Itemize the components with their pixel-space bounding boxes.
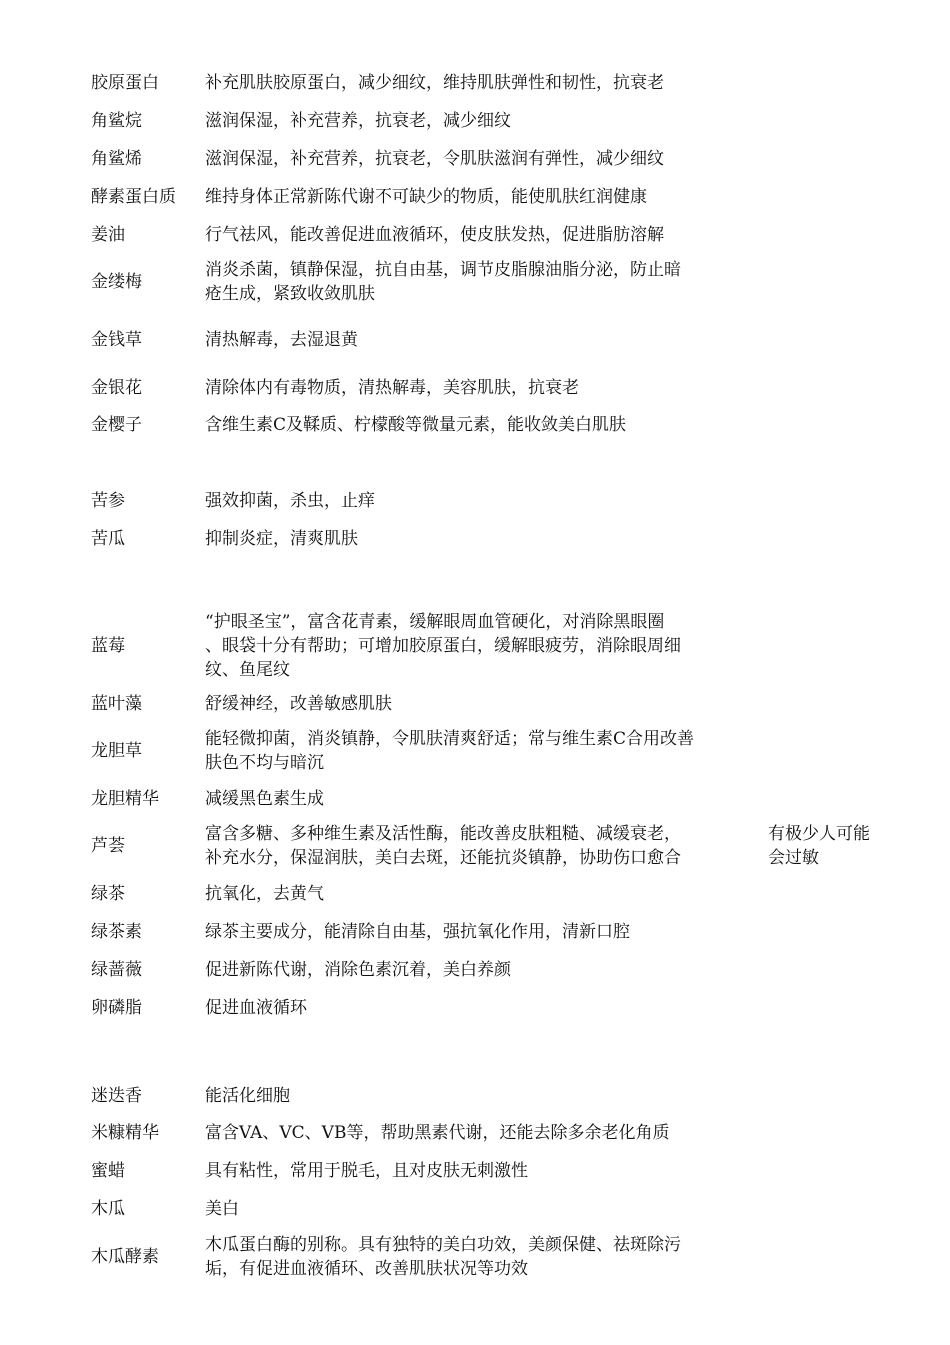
ingredient-row	[0, 1197, 950, 1221]
description-line: 滋润保湿，补充营养，抗衰老，减少细纹	[205, 111, 511, 131]
description-line: 消炎杀菌，镇静保湿，抗自由基，调节皮脂腺油脂分泌，防止暗	[205, 260, 681, 280]
ingredient-description	[205, 1084, 765, 1108]
ingredient-row	[0, 1159, 950, 1183]
ingredient-row	[0, 1121, 950, 1145]
ingredient-description	[205, 527, 765, 551]
ingredient-description	[205, 727, 765, 775]
ingredient-row	[0, 1233, 950, 1281]
description-line: 含维生素C及鞣质、柠檬酸等微量元素，能收敛美白肌肤	[205, 415, 627, 435]
ingredient-description	[205, 147, 765, 171]
ingredient-description	[205, 822, 765, 870]
ingredient-row	[0, 185, 950, 209]
ingredient-name: 金樱子	[91, 415, 142, 435]
ingredient-row	[0, 692, 950, 716]
ingredient-row	[0, 223, 950, 247]
ingredient-description	[205, 71, 765, 95]
ingredient-name: 金缕梅	[91, 272, 142, 292]
ingredient-description	[205, 882, 765, 906]
ingredient-description	[205, 958, 765, 982]
ingredient-row	[0, 958, 950, 982]
ingredient-row	[0, 376, 950, 400]
description-line: 抗氧化，去黄气	[205, 884, 324, 904]
ingredient-name: 绿茶	[91, 884, 125, 904]
ingredient-note	[768, 822, 928, 870]
ingredient-name: 龙胆草	[91, 741, 142, 761]
description-line: 促进血液循环	[205, 998, 307, 1018]
description-line: 具有粘性，常用于脱毛，且对皮肤无刺激性	[205, 1161, 528, 1181]
ingredient-name: 木瓜	[91, 1199, 125, 1219]
description-line: 木瓜蛋白酶的别称。具有独特的美白功效，美颜保健、祛斑除污	[205, 1235, 681, 1255]
ingredient-description	[205, 376, 765, 400]
ingredient-row	[0, 610, 950, 682]
description-line: 舒缓神经，改善敏感肌肤	[205, 694, 392, 714]
ingredient-name: 蓝莓	[91, 636, 125, 656]
ingredient-row	[0, 882, 950, 906]
ingredient-row	[0, 489, 950, 513]
ingredient-row	[0, 822, 950, 870]
description-line: 能轻微抑菌，消炎镇静，令肌肤清爽舒适；常与维生素C合用改善	[205, 729, 695, 749]
ingredient-description	[205, 223, 765, 247]
ingredient-description	[205, 489, 765, 513]
ingredient-name: 金银花	[91, 378, 142, 398]
description-line: 行气祛风，能改善促进血液循环，使皮肤发热，促进脂肪溶解	[205, 225, 664, 245]
ingredient-description	[205, 692, 765, 716]
description-line: 富含VA、VC、VB等，帮助黑素代谢，还能去除多余老化角质	[205, 1123, 670, 1143]
ingredient-description	[205, 1233, 765, 1281]
ingredient-name: 苦参	[91, 491, 125, 511]
ingredient-name: 角鲨烷	[91, 111, 142, 131]
ingredient-name: 蓝叶藻	[91, 694, 142, 714]
ingredient-description	[205, 109, 765, 133]
description-line: 清除体内有毒物质，清热解毒，美容肌肤，抗衰老	[205, 378, 579, 398]
ingredient-description	[205, 413, 765, 437]
ingredient-name: 芦荟	[91, 836, 125, 856]
ingredient-name: 苦瓜	[91, 529, 125, 549]
ingredient-row	[0, 996, 950, 1020]
description-line: 疮生成，紧致收敛肌肤	[205, 284, 375, 304]
ingredient-row	[0, 413, 950, 437]
description-line: 绿茶主要成分，能清除自由基，强抗氧化作用，清新口腔	[205, 922, 630, 942]
ingredient-name: 木瓜酵素	[91, 1247, 159, 1267]
ingredient-row	[0, 1084, 950, 1108]
description-line: 清热解毒，去湿退黄	[205, 330, 358, 350]
ingredient-description	[205, 920, 765, 944]
description-line: 垢，有促进血液循环、改善肌肤状况等功效	[205, 1259, 528, 1279]
description-line: 抑制炎症，清爽肌肤	[205, 529, 358, 549]
description-line: 富含多糖、多种维生素及活性酶，能改善皮肤粗糙、减缓衰老，	[205, 824, 681, 844]
ingredient-description	[205, 328, 765, 352]
ingredient-row	[0, 258, 950, 306]
ingredient-name: 卵磷脂	[91, 998, 142, 1018]
ingredient-name: 酵素蛋白质	[91, 187, 176, 207]
ingredient-name: 迷迭香	[91, 1086, 142, 1106]
ingredient-name: 绿蔷薇	[91, 960, 142, 980]
ingredient-name: 角鲨烯	[91, 149, 142, 169]
description-line: 维持身体正常新陈代谢不可缺少的物质，能使肌肤红润健康	[205, 187, 647, 207]
ingredient-row	[0, 328, 950, 352]
ingredient-description	[205, 1121, 765, 1145]
ingredient-row	[0, 920, 950, 944]
ingredient-name: 姜油	[91, 225, 125, 245]
description-line: 能活化细胞	[205, 1086, 290, 1106]
ingredient-description	[205, 610, 765, 682]
ingredient-description	[205, 185, 765, 209]
ingredient-row	[0, 727, 950, 775]
ingredient-name: 龙胆精华	[91, 789, 159, 809]
note-line: 会过敏	[768, 848, 819, 868]
ingredient-name: 米糠精华	[91, 1123, 159, 1143]
description-line: 美白	[205, 1199, 239, 1219]
ingredient-description	[205, 996, 765, 1020]
description-line: 补充肌肤胶原蛋白，减少细纹，维持肌肤弹性和韧性，抗衰老	[205, 73, 664, 93]
ingredient-description	[205, 787, 765, 811]
ingredient-row	[0, 147, 950, 171]
ingredient-description	[205, 1159, 765, 1183]
ingredient-row	[0, 109, 950, 133]
ingredient-row	[0, 787, 950, 811]
ingredient-name: 绿茶素	[91, 922, 142, 942]
description-line: “护眼圣宝”，富含花青素，缓解眼周血管硬化，对消除黑眼圈	[205, 612, 665, 632]
description-line: 强效抑菌，杀虫，止痒	[205, 491, 375, 511]
ingredient-row	[0, 71, 950, 95]
description-line: 补充水分，保湿润肤，美白去斑，还能抗炎镇静，协助伤口愈合	[205, 848, 681, 868]
description-line: 滋润保湿，补充营养，抗衰老，令肌肤滋润有弹性，减少细纹	[205, 149, 664, 169]
description-line: 、眼袋十分有帮助；可增加胶原蛋白，缓解眼疲劳，消除眼周细	[205, 636, 681, 656]
note-line: 有极少人可能	[768, 824, 870, 844]
ingredient-row	[0, 527, 950, 551]
description-line: 纹、鱼尾纹	[205, 660, 290, 680]
ingredient-name: 蜜蜡	[91, 1161, 125, 1181]
ingredient-description	[205, 258, 765, 306]
description-line: 减缓黑色素生成	[205, 789, 324, 809]
description-line: 促进新陈代谢，消除色素沉着，美白养颜	[205, 960, 511, 980]
ingredient-name: 金钱草	[91, 330, 142, 350]
ingredient-name: 胶原蛋白	[91, 73, 159, 93]
ingredient-description	[205, 1197, 765, 1221]
description-line: 肤色不均与暗沉	[205, 753, 324, 773]
